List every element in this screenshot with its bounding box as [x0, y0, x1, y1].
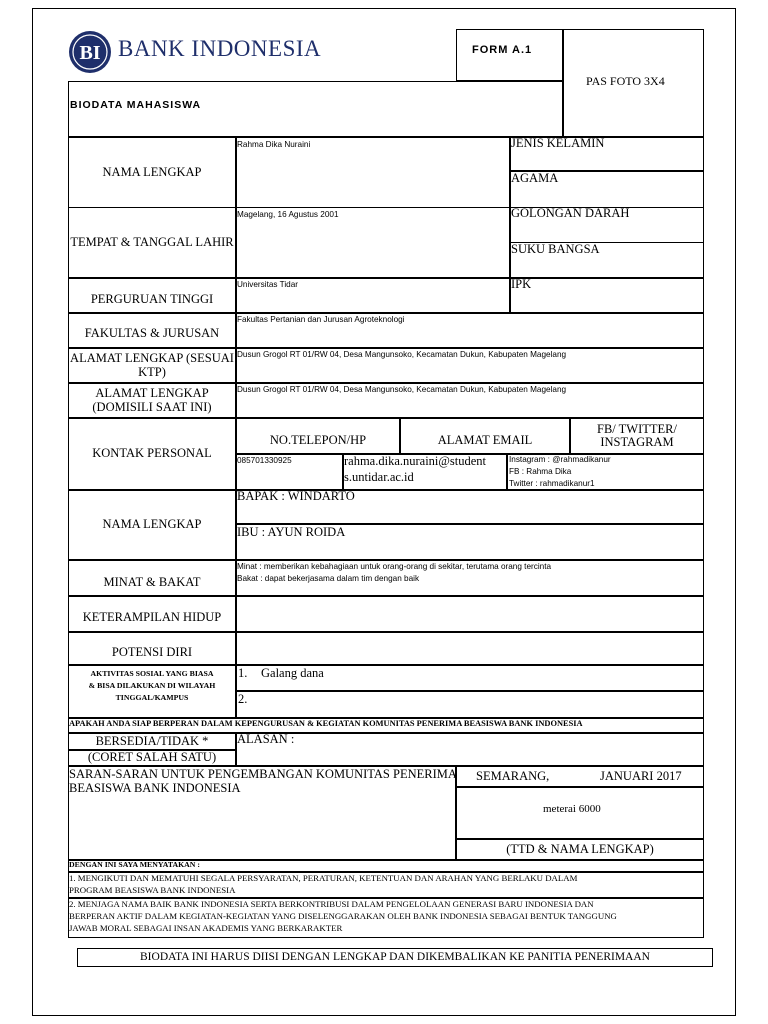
svg-text:BI: BI — [79, 42, 101, 64]
email-value-line1: rahma.dika.nuraini@student — [344, 454, 487, 468]
alamat-ktp-label-line2: KTP) — [138, 364, 166, 379]
aktivitas-label-line3: TINGGAL/KAMPUS — [115, 693, 189, 702]
komunitas-question: APAKAH ANDA SIAP BERPERAN DALAM KEPENGURUSAN & KEGIATAN KOMUNITAS PENERIMA BEASISWA BANK INDONESIA — [69, 719, 583, 728]
ipk-label: IPK — [511, 277, 532, 291]
sosmed-header-line1: FB/ TWITTER/ — [597, 421, 677, 436]
perguruan-label: PERGURUAN TINGGI — [90, 291, 214, 306]
alamat-dom-value: Dusun Grogol RT 01/RW 04, Desa Mangunsoko, Kecamatan Dukun, Kabupaten Magelang — [237, 385, 567, 394]
minat-label: MINAT & BAKAT — [103, 575, 201, 590]
bakat-value: Bakat : dapat bekerjasama dalam tim dengan baik — [237, 574, 420, 583]
saran-label-line2: BEASISWA BANK INDONESIA — [69, 781, 241, 795]
saran-label-line1: SARAN-SARAN UNTUK PENGEMBANGAN KOMUNITAS PENERIMA — [69, 767, 457, 781]
keterampilan-value-cell — [236, 596, 704, 632]
aktivitas-1-value: Galang dana — [261, 666, 324, 680]
bank-name: BANK INDONESIA — [118, 36, 322, 61]
alamat-dom-label-line1: ALAMAT LENGKAP — [95, 386, 209, 401]
ttl-value: Magelang, 16 Agustus 2001 — [237, 210, 339, 219]
ibu-value: IBU : AYUN ROIDA — [237, 525, 346, 539]
agama-label: AGAMA — [511, 171, 559, 185]
bersedia-label: BERSEDIA/TIDAK * — [95, 733, 209, 748]
email-header: ALAMAT EMAIL — [437, 433, 533, 448]
ortu-label: NAMA LENGKAP — [102, 517, 202, 532]
aktivitas-1-num: 1. — [238, 666, 248, 680]
perguruan-value: Universitas Tidar — [237, 280, 298, 289]
aktivitas-label-line2: & BISA DILAKUKAN DI WILAYAH — [88, 681, 216, 690]
email-value-line2: s.untidar.ac.id — [344, 470, 414, 484]
suku-bangsa-label: SUKU BANGSA — [511, 242, 600, 256]
fakultas-value: Fakultas Pertanian dan Jurusan Agroteknologi — [237, 315, 405, 324]
alamat-ktp-value: Dusun Grogol RT 01/RW 04, Desa Mangunsoko, Kecamatan Dukun, Kabupaten Magelang — [237, 350, 567, 359]
pernyataan-item1-line1: 1. MENGIKUTI DAN MEMATUHI SEGALA PERSYARATAN, PERATURAN, KETENTUAN DAN ARAHAN YANG BERLAKU DALAM — [69, 873, 578, 883]
aktivitas-label-line1: AKTIVITAS SOSIAL YANG BIASA — [90, 669, 214, 678]
sosmed-header-line2: INSTAGRAM — [600, 435, 674, 449]
pernyataan-item2-line3: JAWAB MORAL SEBAGAI INSAN AKADEMIS YANG BERKARAKTER — [69, 923, 343, 933]
form-code: FORM A.1 — [472, 44, 533, 56]
meterai: meterai 6000 — [543, 803, 601, 815]
photo-label: PAS FOTO 3X4 — [586, 74, 665, 88]
golongan-darah-label: GOLONGAN DARAH — [511, 206, 630, 220]
sosmed-header — [570, 418, 704, 454]
minat-value: Minat : memberikan kebahagiaan untuk orang-orang di sekitar, terutama orang tercinta — [237, 562, 552, 571]
alamat-ktp-label — [68, 348, 236, 383]
coret-label: (CORET SALAH SATU) — [87, 750, 217, 765]
aktivitas-2-num: 2. — [238, 692, 248, 706]
ttl-label: TEMPAT & TANGGAL LAHIR — [70, 234, 234, 249]
bank-logo — [68, 30, 112, 74]
ttd: (TTD & NAMA LENGKAP) — [506, 842, 654, 857]
twitter-value: Twitter : rahmadikanur1 — [509, 479, 595, 488]
pernyataan-intro: DENGAN INI SAYA MENYATAKAN : — [69, 860, 200, 869]
nama-value: Rahma Dika Nuraini — [237, 140, 311, 149]
alamat-ktp-label-line1: ALAMAT LENGKAP (SESUAI — [70, 351, 234, 366]
aktivitas-label — [68, 668, 236, 704]
kontak-label: KONTAK PERSONAL — [92, 446, 212, 461]
potensi-value-cell — [236, 632, 704, 665]
bapak-value: BAPAK : WINDARTO — [237, 489, 355, 503]
alasan-label: ALASAN : — [237, 732, 295, 746]
keterampilan-label: KETERAMPILAN HIDUP — [82, 610, 222, 625]
pernyataan-item2-line2: BERPERAN AKTIF DALAM KEGIATAN-KEGIATAN YANG DISELENGGARAKAN OLEH BANK INDONESIA SEBAGAI BENTUK TANGGUNG — [69, 911, 617, 921]
nama-label: NAMA LENGKAP — [102, 164, 202, 179]
footer-note: BIODATA INI HARUS DIISI DENGAN LENGKAP DAN DIKEMBALIKAN KE PANITIA PENERIMAAN — [140, 950, 650, 963]
instagram-value: Instagram : @rahmadikanur — [509, 455, 611, 464]
pernyataan-item2-line1: 2. MENJAGA NAMA BAIK BANK INDONESIA SERTA BERKONTRIBUSI DALAM PENGELOLAAN GENERASI BARU INDONESIA DAN — [69, 899, 594, 909]
alamat-dom-label — [68, 383, 236, 418]
telepon-header: NO.TELEPON/HP — [269, 433, 367, 448]
doc-title: BIODATA MAHASISWA — [70, 99, 202, 111]
pernyataan-item1-line2: PROGRAM BEASISWA BANK INDONESIA — [69, 885, 236, 895]
fb-value: FB : Rahma Dika — [509, 467, 572, 476]
tanggal: JANUARI 2017 — [600, 769, 682, 783]
kota: SEMARANG, — [476, 769, 550, 783]
jenis-kelamin-label: JENIS KELAMIN — [511, 136, 605, 150]
potensi-label: POTENSI DIRI — [111, 644, 193, 659]
alamat-dom-label-line2: (DOMISILI SAAT INI) — [92, 399, 212, 414]
telepon-value: 085701330925 — [237, 456, 292, 465]
fakultas-label: FAKULTAS & JURUSAN — [84, 326, 220, 341]
